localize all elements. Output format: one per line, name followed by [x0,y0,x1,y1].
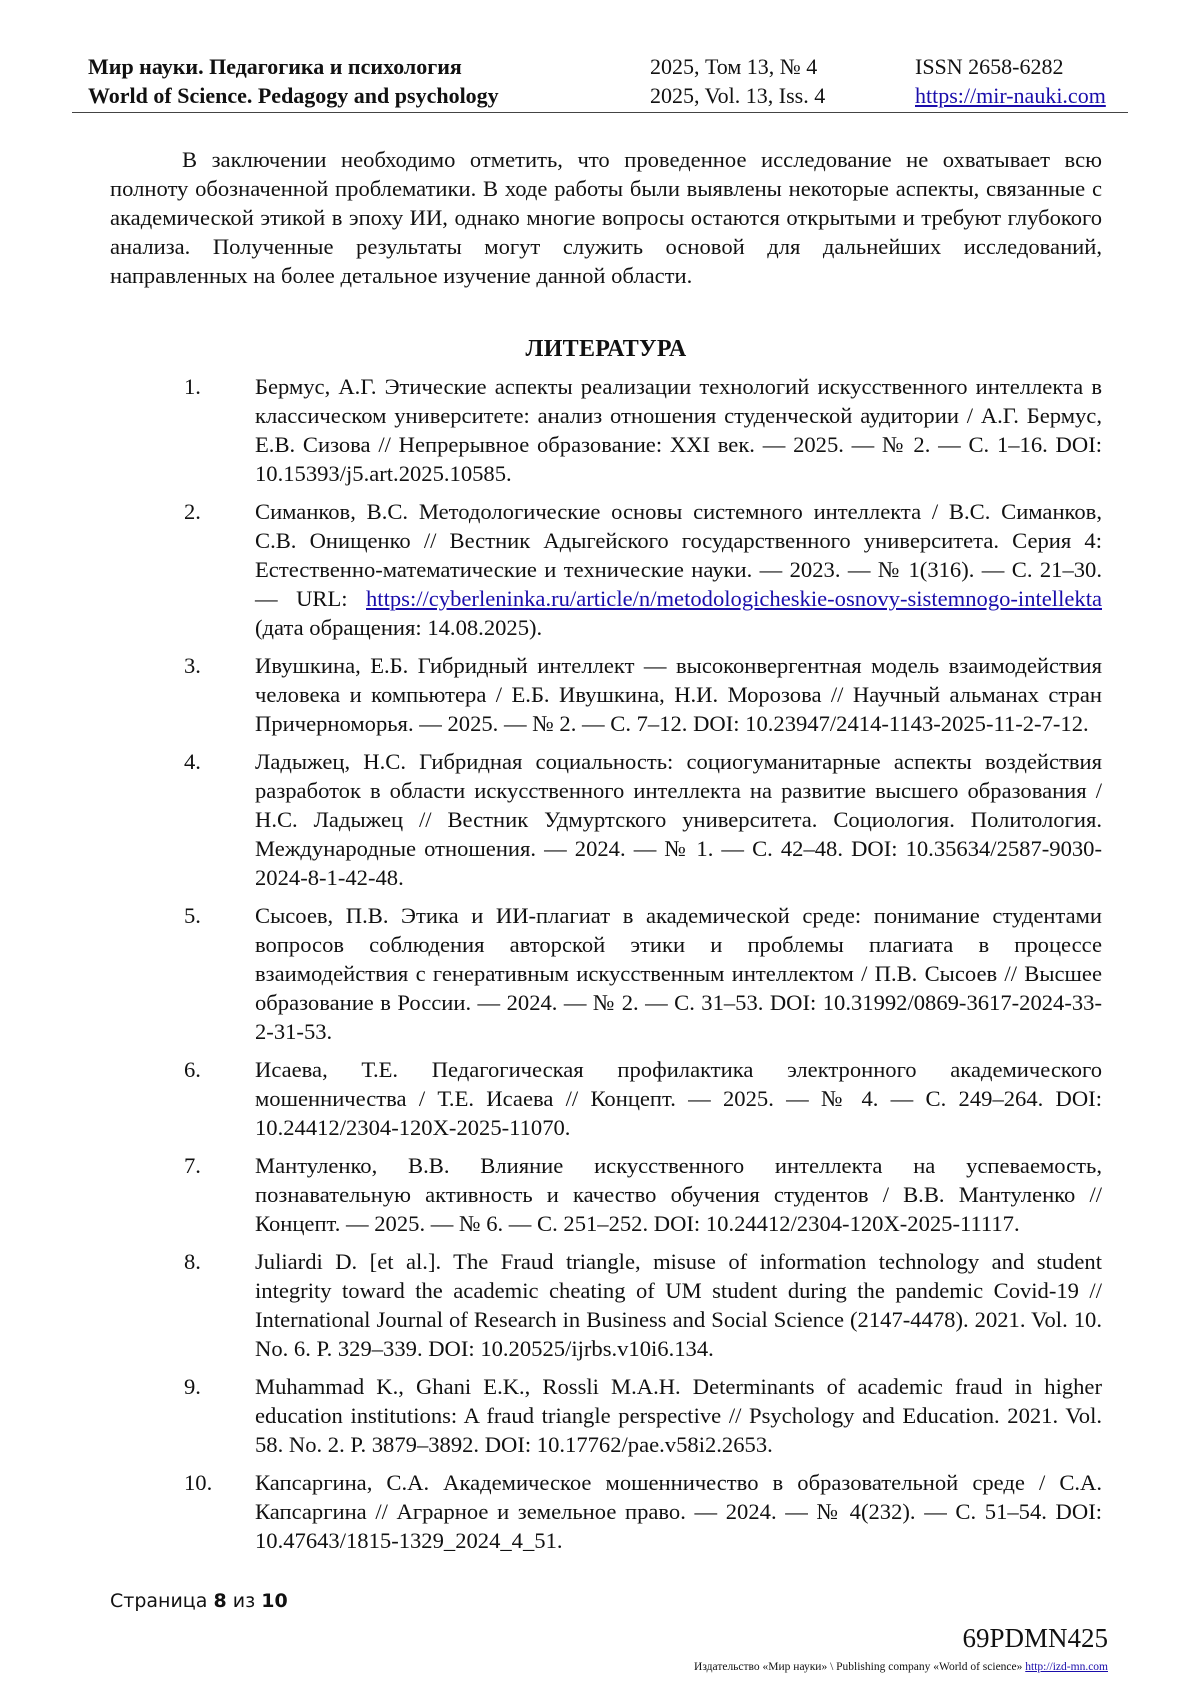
reference-text: Ивушкина, Е.Б. Гибридный интеллект — высоконвергентная модель взаимодействия человека и компьютера / Е.Б. Ивушкина, Н.И. Морозова // Научный альманах стран Причерноморья. — 2025. — № 2. — С. 7–12. DOI: 10.23947/2414-1143-2025-11-2-7-12. [255,653,1102,736]
reference-number: 10. [184,1470,213,1495]
reference-item [110,901,1102,1046]
page-of: из [232,1590,256,1612]
page-number [110,1590,288,1612]
publisher-text: Издательство «Мир науки» \ Publishing company «World of science» [694,1661,1023,1673]
reference-item [110,497,1102,642]
issn-block [915,52,1106,110]
reference-text-after: (дата обращения: 14.08.2025). [255,615,543,640]
journal-title-ru: Мир науки. Педагогика и психология [88,54,462,79]
reference-text-block [255,651,1102,738]
reference-text: Ладыжец, Н.С. Гибридная социальность: социогуманитарные аспекты воздействия разработок в области искусственного интеллекта на развитие высшего образования / Н.С. Ладыжец // Вестник Удмуртского университета. Социология. Политология. Международные отношения. — 2024. — № 1. — С. 42–48. DOI: 10.35634/2587-9030-2024-8-1-42-48. [255,749,1102,890]
page-total: 10 [261,1590,288,1612]
conclusion-paragraph: В заключении необходимо отметить, что проведенное исследование не охватывает всю полноту обозначенной проблематики. В ходе работы были выявлены некоторые аспекты, связанные с академической этикой в эпоху ИИ, однако многие вопросы остаются открытыми и требуют глубокого анализа. Полученные результаты могут служить основой для дальнейших исследований, направленных на более детальное изучение данной области. [110,147,1102,288]
reference-item [110,1151,1102,1238]
issue-en: 2025, Vol. 13, Iss. 4 [650,83,826,108]
reference-number: 7. [184,1153,201,1178]
journal-site-link[interactable]: https://mir-nauki.com [915,83,1106,108]
reference-text-block [255,901,1102,1046]
reference-text: Исаева, Т.Е. Педагогическая профилактика электронного академического мошенничества / Т.Е. Исаева // Концепт. — 2025. — № 4. — С. 249–264. DOI: 10.24412/2304-120X-2025-11070. [255,1057,1102,1140]
reference-number: 6. [184,1057,201,1082]
reference-text: Сысоев, П.В. Этика и ИИ-плагиат в академической среде: понимание студентами вопросов соблюдения авторской этики и проблемы плагиата в процессе взаимодействия с генеративным искусственным интеллектом / П.В. Сысоев // Высшее образование в России. — 2024. — № 2. — С. 31–53. DOI: 10.31992/0869-3617-2024-33-2-31-53. [255,903,1102,1044]
reference-item [110,651,1102,738]
reference-item [110,1055,1102,1142]
reference-item [110,747,1102,892]
page-label: Страница [110,1590,208,1612]
reference-number: 4. [184,749,201,774]
reference-item [110,1247,1102,1363]
reference-number: 9. [184,1374,201,1399]
publisher-footer [694,1660,1108,1674]
issue-info [650,52,825,110]
journal-title [88,52,499,110]
reference-list [110,372,1102,1564]
reference-text-block [255,372,1102,488]
publisher-link[interactable]: http://izd-mn.com [1025,1661,1108,1673]
reference-item [110,1468,1102,1555]
reference-text-block [255,497,1102,642]
references-heading: ЛИТЕРАТУРА [525,336,687,362]
reference-text: Симанков, В.С. Методологические основы системного интеллекта / В.С. Симанков, С.В. Онищенко // Вестник Адыгейского государственного университета. Серия 4: Естественно-математические и технические науки. — 2023. — № 1(316). — С. 21–30. — URL: [255,499,1102,611]
reference-link[interactable]: https://cyberleninka.ru/article/n/metodologicheskie-osnovy-sistemnogo-intellekta [366,586,1102,611]
issn: ISSN 2658-6282 [915,54,1064,79]
reference-text-block [255,747,1102,892]
reference-number: 5. [184,903,201,928]
reference-number: 1. [184,374,201,399]
reference-text: Muhammad K., Ghani E.K., Rossli M.A.H. Determinants of academic fraud in higher education institutions: A fraud triangle perspective // Psychology and Education. 2021. Vol. 58. No. 2. P. 3879–3892. DOI: 10.17762/pae.v58i2.2653. [255,1374,1102,1457]
reference-number: 3. [184,653,201,678]
reference-text: Бермус, А.Г. Этические аспекты реализации технологий искусственного интеллекта в классическом университете: анализ отношения студенческой аудитории / А.Г. Бермус, Е.В. Сизова // Непрерывное образование: XXI век. — 2025. — № 2. — С. 1–16. DOI: 10.15393/j5.art.2025.10585. [255,374,1102,486]
reference-item [110,372,1102,488]
reference-text-block [255,1468,1102,1555]
reference-text-block [255,1247,1102,1363]
issue-ru: 2025, Том 13, № 4 [650,54,818,79]
reference-item [110,1372,1102,1459]
reference-text: Мантуленко, В.В. Влияние искусственного интеллекта на успеваемость, познавательную активность и качество обучения студентов / В.В. Мантуленко // Концепт. — 2025. — № 6. — С. 251–252. DOI: 10.24412/2304-120X-2025-11117. [255,1153,1102,1236]
reference-text: Juliardi D. [et al.]. The Fraud triangle, misuse of information technology and student integrity toward the academic cheating of UM student during the pandemic Covid-19 // International Journal of Research in Business and Social Science (2147-4478). 2021. Vol. 10. No. 6. P. 329–339. DOI: 10.20525/ijrbs.v10i6.134. [255,1249,1102,1361]
reference-text-block [255,1151,1102,1238]
reference-number: 8. [184,1249,201,1274]
reference-text: Капсаргина, С.А. Академическое мошенничество в образовательной среде / С.А. Капсаргина // Аграрное и земельное право. — 2024. — № 4(232). — С. 51–54. DOI: 10.47643/1815-1329_2024_4_51. [255,1470,1102,1553]
reference-number: 2. [184,499,201,524]
page-current: 8 [213,1590,227,1612]
article-code: 69PDMN425 [962,1623,1108,1653]
reference-text-block [255,1372,1102,1459]
page-header [72,52,1128,113]
journal-title-en: World of Science. Pedagogy and psychology [88,83,499,108]
reference-text-block [255,1055,1102,1142]
